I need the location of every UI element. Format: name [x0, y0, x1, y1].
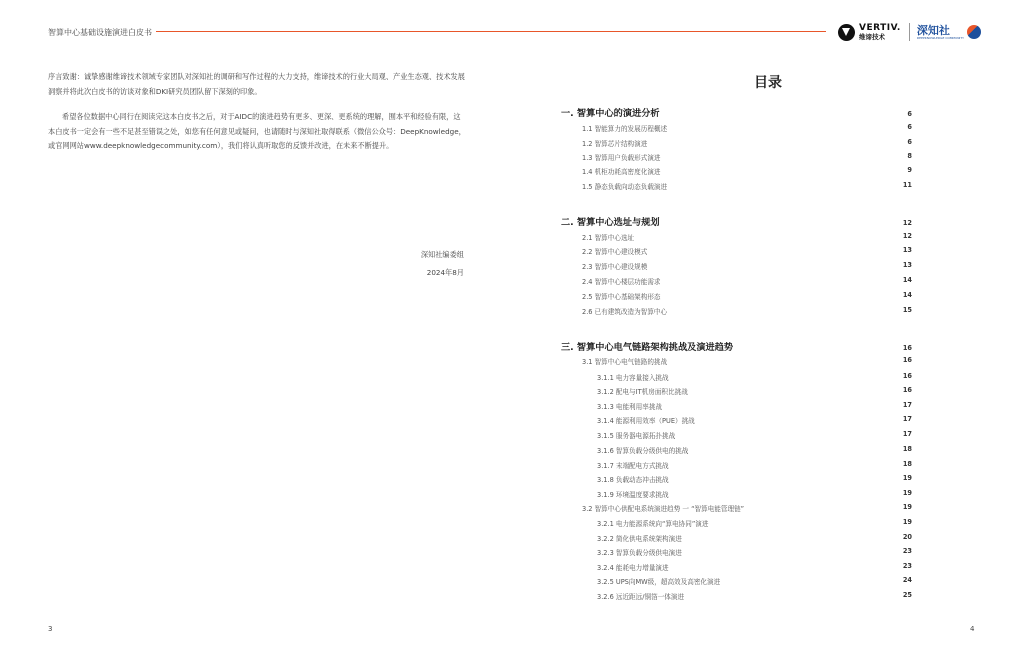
deepknowledge-logo-icon: [967, 25, 981, 39]
toc-entry-label: 3.1.9 环境温度要求挑战: [597, 491, 669, 499]
toc-entry-page: 25: [902, 591, 912, 599]
vertiv-logo-en: VERTIV.: [859, 22, 901, 33]
toc-entry[interactable]: [0, 306, 912, 316]
toc-entry-page: 19: [902, 518, 912, 526]
toc-entry-label: 2.4 智算中心楼层功能需求: [582, 278, 661, 286]
toc-entry[interactable]: [0, 401, 912, 411]
toc-entry-page: 23: [902, 547, 912, 555]
toc-entry[interactable]: [0, 489, 912, 499]
toc-entry-label: 1.1 智能算力的发展历程概述: [582, 125, 668, 133]
toc-entry[interactable]: [0, 342, 912, 352]
toc-entry[interactable]: [0, 217, 912, 227]
logo-divider: [909, 23, 910, 41]
toc-entry-page: 19: [902, 474, 912, 482]
header-logos: [838, 22, 981, 42]
toc-entry[interactable]: [0, 445, 912, 455]
toc-entry[interactable]: [0, 166, 912, 176]
toc-entry[interactable]: [0, 276, 912, 286]
toc-entry-label: 3.1 智算中心电气链路的挑战: [582, 358, 668, 366]
toc-entry-page: 16: [902, 356, 912, 364]
toc-entry-label: 1.5 静态负载向动态负载演进: [582, 183, 668, 191]
toc-entry-page: 17: [902, 430, 912, 438]
toc-entry-label: 1.2 智算芯片结构演进: [582, 140, 648, 148]
toc-entry-label: 2.6 已有建筑改造为智算中心: [582, 308, 668, 316]
vertiv-logo: [859, 24, 901, 41]
toc-entry-page: 6: [907, 138, 912, 146]
toc-entry-page: 19: [902, 489, 912, 497]
toc-entry-label: 二. 智算中心选址与规划: [561, 217, 660, 228]
toc-entry[interactable]: [0, 503, 912, 513]
toc-entry-label: 3.2.4 能耗电力增量演进: [597, 564, 669, 572]
toc-title: 目录: [754, 75, 782, 91]
toc-entry-page: 19: [902, 503, 912, 511]
toc-entry-page: 16: [902, 344, 912, 352]
toc-entry-page: 16: [902, 386, 912, 394]
toc-entry-page: 12: [902, 219, 912, 227]
preface-paragraph: 序言致谢：诚挚感谢维谛技术领域专家团队对深知社的调研和写作过程的大力支持，维谛技术的行业大局观、产业生态观、技术发展洞察并将此次白皮书的访谈对象和DKI研究员团队留下深刻的印象。: [48, 72, 465, 96]
toc-entry[interactable]: [0, 372, 912, 382]
toc-entry-label: 3.1.7 末端配电方式挑战: [597, 462, 669, 470]
toc-entry-label: 2.2 智算中心建设模式: [582, 248, 648, 256]
toc-entry[interactable]: [0, 181, 912, 191]
toc-entry-label: 3.1.3 电能利用率挑战: [597, 403, 663, 411]
preface-signature-date: 2024年8月: [426, 268, 464, 277]
toc-entry[interactable]: [0, 562, 912, 572]
toc-entry-page: 6: [907, 110, 912, 118]
preface-paragraph: 希望各位数据中心同行在阅读完这本白皮书之后，对于AIDC的演进趋势有更多、更深、更系统的理解，囿本平和经验有限，这本白皮书一定会有一些不足甚至错误之处，如您有任何意见或疑问，也请随时与深知社取得联系（微信公众号：DeepKnowledge，或官网网站www.deepknowledgecommunity.com），我们将认真听取您的反馈并改进，在未来不断提升。: [48, 112, 466, 151]
toc-entry[interactable]: [0, 576, 912, 586]
toc-entry[interactable]: [0, 261, 912, 271]
toc-entry-label: 3.2.1 电力能源系统向“算电协同”演进: [597, 520, 709, 528]
vertiv-logo-cn: 维谛技术: [859, 32, 885, 41]
toc-entry-label: 3.1.5 服务器电源拓扑挑战: [597, 432, 676, 440]
toc-entry-label: 3.2.3 智算负载分级供电演进: [597, 549, 682, 557]
toc-entry-page: 9: [907, 166, 912, 174]
toc-entry-label: 三. 智算中心电气链路架构挑战及演进趋势: [561, 342, 734, 353]
toc-entry[interactable]: [0, 138, 912, 148]
toc-entry-page: 15: [902, 306, 912, 314]
toc-entry-label: 3.1.8 负载动态冲击挑战: [597, 476, 669, 484]
toc-entry-label: 2.5 智算中心基础架构形态: [582, 293, 661, 301]
toc-entry[interactable]: [0, 474, 912, 484]
toc-entry-page: 13: [902, 261, 912, 269]
toc-entry-page: 23: [902, 562, 912, 570]
toc-entry[interactable]: [0, 386, 912, 396]
toc-entry-label: 一. 智算中心的演进分析: [561, 108, 660, 119]
toc-entry[interactable]: [0, 232, 912, 242]
toc-entry-page: 17: [902, 401, 912, 409]
toc-entry[interactable]: [0, 533, 912, 543]
page-number-right: 4: [970, 625, 975, 633]
toc-entry-page: 12: [902, 232, 912, 240]
toc-entry-label: 3.1.6 智算负载分级供电的挑战: [597, 447, 689, 455]
toc-entry-page: 6: [907, 123, 912, 131]
toc-entry-label: 3.1.2 配电与IT机房面积比挑战: [597, 388, 688, 396]
toc-entry-page: 18: [902, 460, 912, 468]
document-header-title: 智算中心基础设施演进白皮书: [48, 28, 152, 37]
toc-entry-page: 8: [907, 152, 912, 160]
toc-entry-page: 14: [902, 276, 912, 284]
toc-entry[interactable]: [0, 152, 912, 162]
deepknowledge-logo-cn: 深知社: [916, 23, 950, 37]
vertiv-logo-icon: [838, 24, 855, 41]
toc-entry-label: 3.2.2 简化供电系统架构演进: [597, 535, 682, 543]
toc-entry[interactable]: [0, 547, 912, 557]
toc-entry-label: 3.2.5 UPS向MW级，超高效及高密化演进: [597, 578, 721, 586]
toc-entry[interactable]: [0, 291, 912, 301]
toc-entry-label: 2.3 智算中心建设规模: [582, 263, 648, 271]
toc-entry-label: 2.1 智算中心选址: [582, 234, 635, 242]
toc-entry-page: 13: [902, 246, 912, 254]
toc-entry[interactable]: [0, 460, 912, 470]
toc-entry-page: 16: [902, 372, 912, 380]
page-number-left: 3: [48, 625, 53, 633]
toc-entry-page: 17: [902, 415, 912, 423]
toc-entry[interactable]: [0, 108, 912, 118]
toc-entry-label: 3.2 智算中心供配电系统演进趋势 一 “智算电能管理链”: [582, 505, 745, 513]
toc-entry-label: 3.1.1 电力容量接入挑战: [597, 374, 669, 382]
toc-entry-page: 14: [902, 291, 912, 299]
toc-entry-page: 20: [902, 533, 912, 541]
toc-entry-label: 1.3 智算用户负载形式演进: [582, 154, 661, 162]
toc-entry[interactable]: [0, 415, 912, 425]
toc-entry[interactable]: [0, 518, 912, 528]
toc-entry[interactable]: [0, 591, 912, 601]
toc-entry[interactable]: [0, 430, 912, 440]
toc-entry[interactable]: [0, 246, 912, 256]
toc-entry-label: 1.4 机柜功耗高密度化演进: [582, 168, 661, 176]
deepknowledge-logo-en: DEEPKNOWLEDGE COMMUNITY: [916, 35, 964, 40]
header-rule: [156, 31, 826, 32]
toc-entry[interactable]: [0, 356, 912, 366]
toc-entry-label: 3.1.4 能源利用效率（PUE）挑战: [597, 417, 695, 425]
toc-entry-page: 11: [902, 181, 912, 189]
toc-entry-page: 18: [902, 445, 912, 453]
preface-signature-org: 深知社编委组: [420, 250, 464, 259]
toc-entry-page: 24: [902, 576, 912, 584]
toc-entry[interactable]: [0, 123, 912, 133]
deepknowledge-logo: [917, 25, 964, 40]
toc-entry-label: 3.2.6 远近距远/铜箔一体演进: [597, 593, 685, 601]
